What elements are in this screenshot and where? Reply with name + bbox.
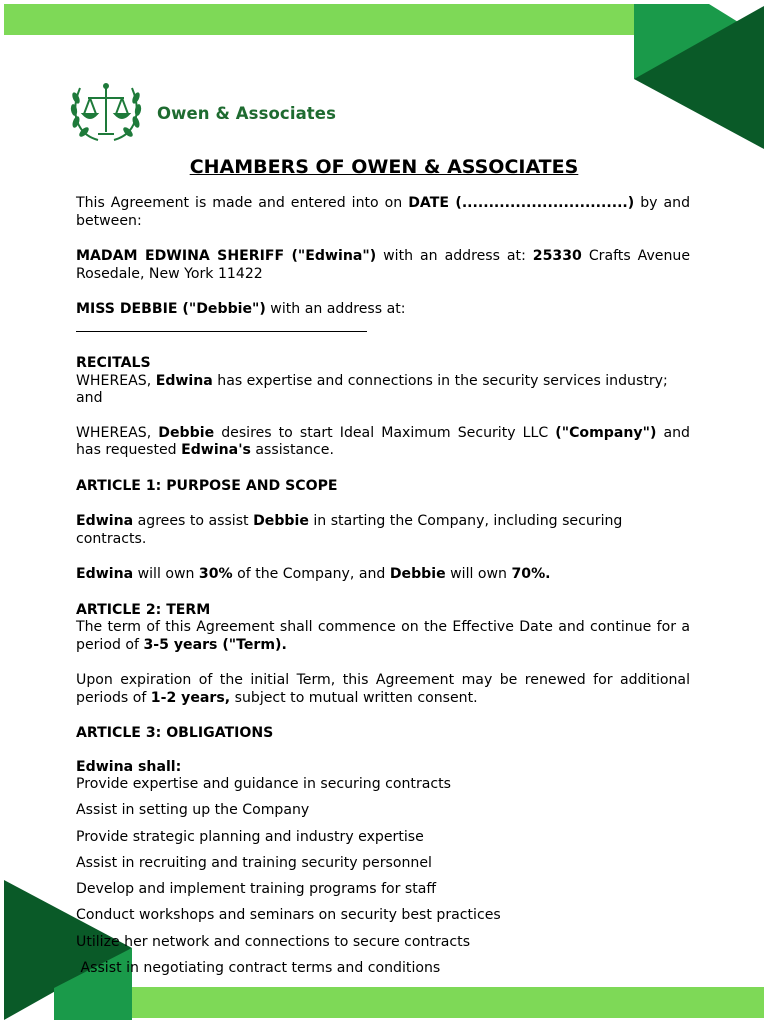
obligation-item: Conduct workshops and seminars on security best practices — [76, 907, 501, 924]
obligation-item: Assist in negotiating contract terms and conditions — [76, 960, 441, 977]
obligation-item: Utilize her network and connections to secure contracts — [76, 933, 471, 950]
date-placeholder: DATE (...............................) — [408, 195, 635, 211]
obligation-item: Assist in setting up the Company — [76, 802, 310, 819]
article2-p2: Upon expiration of the initial Term, this Agreement may be renewed for additional periods of 1-2 years, subject to mutual written consent. — [76, 672, 690, 706]
intro-paragraph: This Agreement is made and entered into on DATE (...............................) by and between: — [76, 195, 691, 229]
whereas-1: WHEREAS, Edwina has expertise and connections in the security services industry; and — [76, 372, 668, 406]
bottom-accent-bar — [130, 987, 764, 1018]
whereas-2: WHEREAS, Debbie desires to start Ideal Maximum Security LLC ("Company") and has requested Edwina's assistance. — [76, 424, 690, 458]
article2-heading: ARTICLE 2: TERM — [76, 601, 211, 618]
top-accent-bar — [4, 4, 704, 35]
party2-paragraph: MISS DEBBIE ("Debbie") with an address at: — [76, 301, 690, 337]
article1-heading: ARTICLE 1: PURPOSE AND SCOPE — [76, 477, 338, 494]
article3-subheading: Edwina shall: — [76, 758, 182, 775]
obligations-list — [76, 776, 690, 978]
obligation-item: Provide strategic planning and industry expertise — [76, 828, 424, 845]
article3-heading: ARTICLE 3: OBLIGATIONS — [76, 725, 274, 741]
article1-p2: Edwina will own 30% of the Company, and Debbie will own 70%. — [76, 566, 551, 582]
article1-p1: Edwina agrees to assist Debbie in starting the Company, including securing contracts. — [76, 513, 623, 547]
obligation-item: Assist in recruiting and training security personnel — [76, 854, 432, 871]
party1-paragraph: MADAM EDWINA SHERIFF ("Edwina") with an address at: 25330 Crafts Avenue Rosedale, New York 11422 — [76, 248, 690, 282]
brand-name: Owen & Associates — [157, 104, 337, 123]
recitals-heading: RECITALS — [76, 355, 151, 371]
address-blank-line — [76, 319, 367, 332]
scales-of-justice-laurel-icon — [68, 76, 144, 146]
document-title: CHAMBERS OF OWEN & ASSOCIATES — [189, 156, 579, 178]
agreement-body — [76, 195, 690, 978]
top-right-triangle-decoration — [634, 4, 764, 152]
obligation-item: Provide expertise and guidance in securing contracts — [76, 776, 451, 792]
article2-p1: The term of this Agreement shall commence on the Effective Date and continue for a period of 3-5 years ("Term). — [76, 619, 690, 653]
obligation-item: Develop and implement training programs for staff — [76, 881, 437, 898]
